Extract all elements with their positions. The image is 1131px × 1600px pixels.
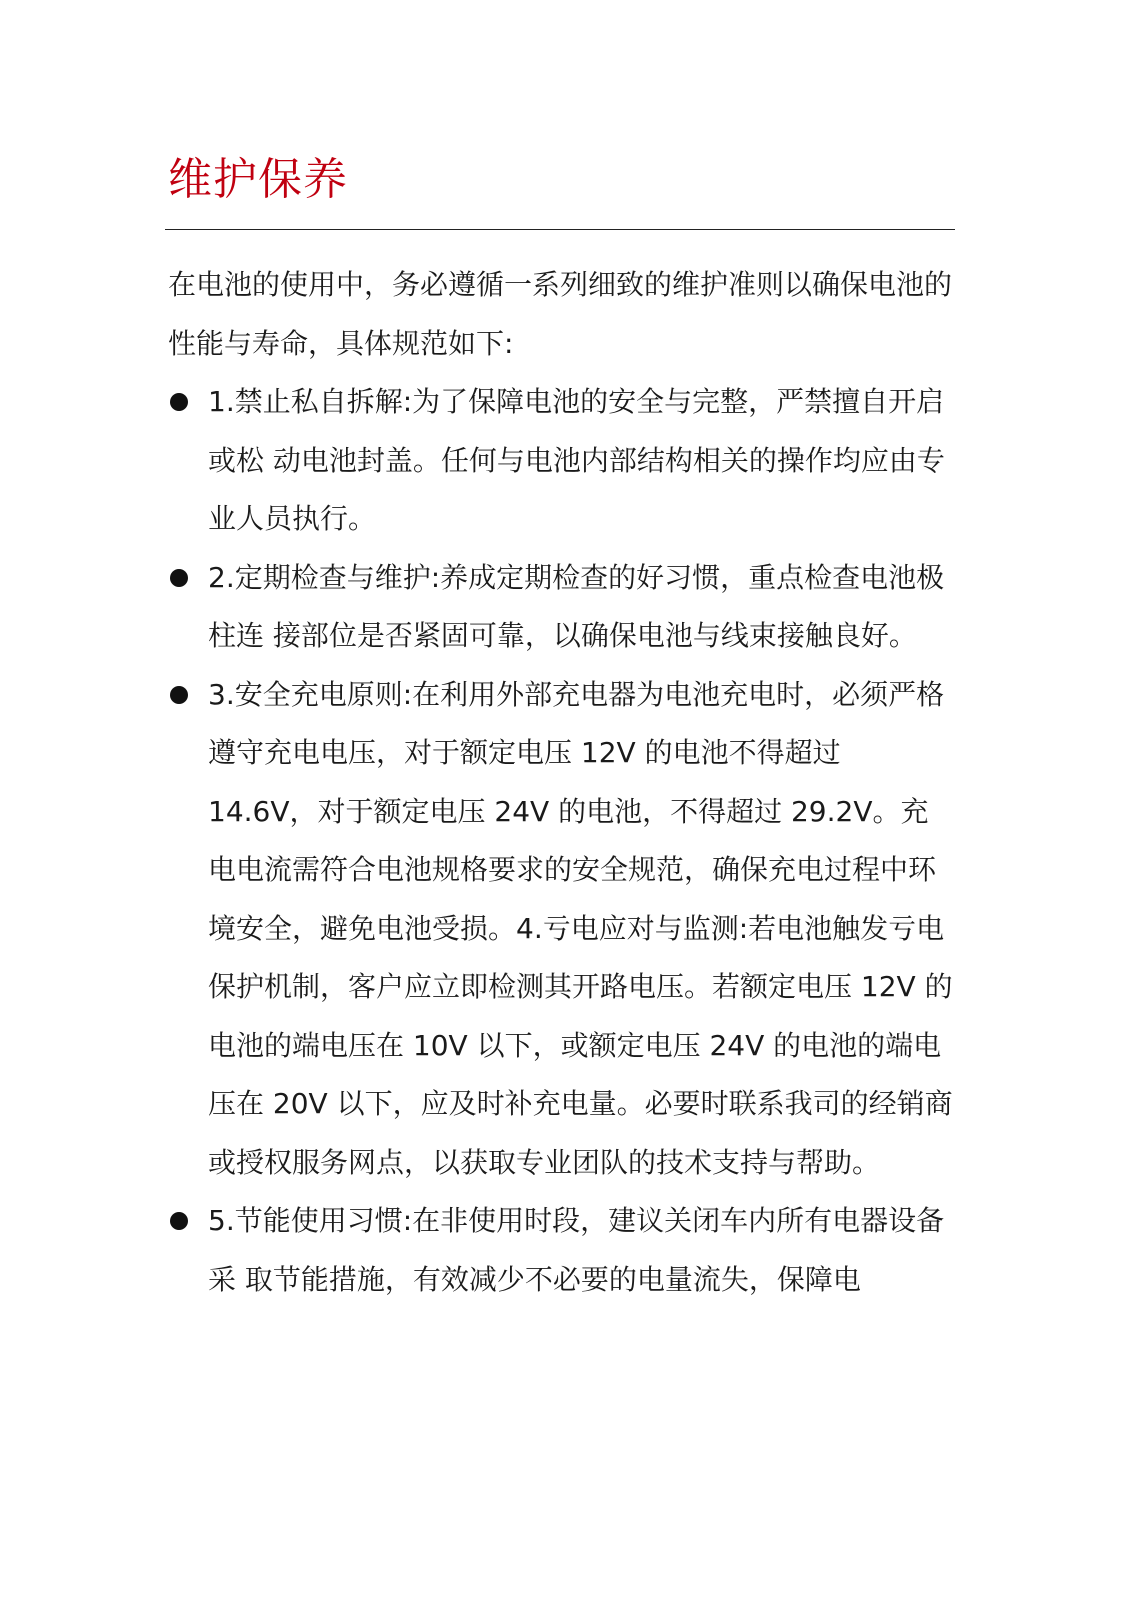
bullet-dot-icon xyxy=(170,569,188,587)
list-item xyxy=(168,373,953,549)
intro-paragraph: 在电池的使用中，务必遵循一系列细致的维护准则以确保电池的性能与寿命，具体规范如下: xyxy=(168,268,953,360)
list-item-text: 2.定期检查与维护:养成定期检查的好习惯，重点检查电池极柱连 接部位是否紧固可靠，以确保电池与线束接触良好。 xyxy=(208,560,945,652)
section-body xyxy=(168,256,953,1309)
list-item-text: 3.安全充电原则:在利用外部充电器为电池充电时，必须严格遵守充电电压，对于额定电压 12V 的电池不得超过 14.6V，对于额定电压 24V 的电池，不得超过 29.2V。充电电流需符合电池规格要求的安全规范，确保充电过程中环境安全，避免电池受损。4.亏电应对与监测:若电池触发亏电保护机制，客户应立即检测其开路电压。若额定电压 12V 的电池的端电压在 10V 以下，或额定电压 24V 的电池的端电压在 20V 以下，应及时补充电量。必要时联系我司的经销商或授权服务网点，以获取专业团队的技术支持与帮助。 xyxy=(208,677,953,1179)
bullet-dot-icon xyxy=(170,1212,188,1230)
heading-divider xyxy=(165,229,955,230)
list-item-text: 5.节能使用习惯:在非使用时段，建议关闭车内所有电器设备采 取节能措施，有效减少不必要的电量流失，保障电 xyxy=(208,1204,945,1296)
list-item-text: 1.禁止私自拆解:为了保障电池的安全与完整，严禁擅自开启或松 动电池封盖。任何与电池内部结构相关的操作均应由专业人员执行。 xyxy=(208,385,945,535)
maintenance-list xyxy=(168,373,953,1309)
bullet-dot-icon xyxy=(170,393,188,411)
bullet-dot-icon xyxy=(170,686,188,704)
list-item xyxy=(168,549,953,666)
list-item xyxy=(168,666,953,1193)
list-item xyxy=(168,1192,953,1309)
section-heading: 维护保养 xyxy=(168,154,348,205)
